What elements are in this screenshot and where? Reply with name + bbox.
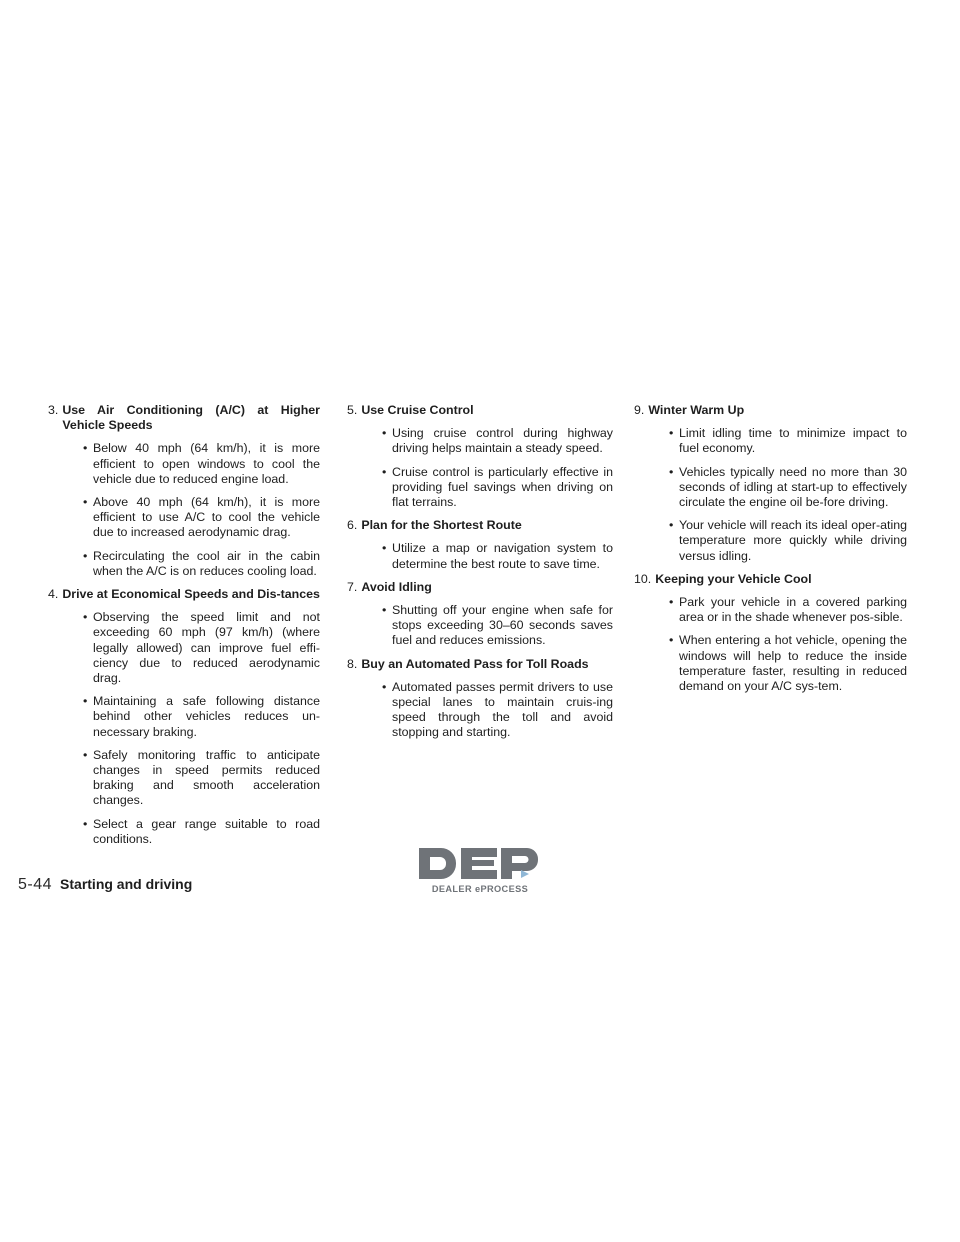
bullet-list	[48, 441, 320, 579]
bullet-item: • Using cruise control during highway driving helps maintain a steady speed.	[365, 426, 613, 456]
bullet-list	[347, 541, 613, 571]
bullet-list	[347, 426, 613, 510]
tip-number: 10.	[634, 571, 652, 586]
bullet-item: • Observing the speed limit and not exceeding 60 mph (97 km/h) (where legally allowed) can improve fuel effi-ciency due to reduced aerodynamic drag.	[66, 610, 320, 686]
bullet-item: • Your vehicle will reach its ideal oper-ating temperature more quickly while driving versus idling.	[652, 518, 907, 564]
bullet-item: • Above 40 mph (64 km/h), it is more efficient to use A/C to cool the vehicle due to increased aerodynamic drag.	[66, 495, 320, 541]
bullet-item: • Recirculating the cool air in the cabin when the A/C is on reduces cooling load.	[66, 549, 320, 579]
tip-number: 3.	[48, 403, 59, 417]
tip-heading	[347, 518, 613, 533]
tip-item	[347, 580, 613, 649]
tip-title: Winter Warm Up	[648, 403, 745, 417]
tip-item	[48, 587, 320, 847]
tip-item	[634, 403, 907, 564]
bullet-item: • Cruise control is particularly effective in providing fuel savings when driving on flat terrains.	[365, 465, 613, 511]
tip-title: Use Cruise Control	[361, 403, 474, 417]
tip-number: 4.	[48, 587, 59, 602]
bullet-list	[634, 426, 907, 564]
tip-title: Buy an Automated Pass for Toll Roads	[361, 656, 589, 671]
tip-item	[347, 518, 613, 572]
bullet-item: • When entering a hot vehicle, opening the windows will help to reduce the inside temperature faster, resulting in reduced demand on your A/C sys-tem.	[652, 633, 907, 694]
tip-title: Plan for the Shortest Route	[361, 518, 522, 533]
tip-heading	[634, 572, 907, 587]
bullet-item: • Utilize a map or navigation system to determine the best route to save time.	[365, 541, 613, 571]
tip-title: Use Air Conditioning (A/C) at Higher Vehicle Speeds	[62, 403, 320, 433]
bullet-list	[347, 603, 613, 649]
bullet-item: • Select a gear range suitable to road conditions.	[66, 817, 320, 847]
tip-number: 9.	[634, 403, 645, 417]
tip-item	[347, 657, 613, 741]
tip-heading	[347, 403, 613, 418]
bullet-item: • Below 40 mph (64 km/h), it is more efficient to open windows to cool the vehicle due to reduced engine load.	[66, 441, 320, 487]
tip-title: Avoid Idling	[361, 579, 432, 594]
bullet-item: • Shutting off your engine when safe for stops exceeding 30–60 seconds saves fuel and reduces emissions.	[365, 603, 613, 649]
column-3	[634, 403, 907, 702]
logo-subtitle: DEALER ePROCESS	[431, 884, 529, 894]
bullet-item: • Vehicles typically need no more than 30 seconds of idling at start-up to effectively circulate the engine oil be-fore driving.	[652, 465, 907, 511]
bullet-list	[48, 610, 320, 847]
tip-heading	[48, 587, 320, 602]
tip-item	[634, 572, 907, 694]
dealer-eprocess-logo	[417, 846, 543, 896]
tip-heading	[347, 657, 613, 672]
bullet-list	[347, 680, 613, 741]
bullet-item: • Automated passes permit drivers to use special lanes to maintain cruis-ing speed through the toll and avoid stopping and starting.	[365, 680, 613, 741]
tip-heading	[634, 403, 907, 418]
bullet-item: • Maintaining a safe following distance behind other vehicles reduces un-necessary braking.	[66, 694, 320, 740]
bullet-item: • Safely monitoring traffic to anticipate changes in speed permits reduced braking and smooth acceleration changes.	[66, 748, 320, 809]
column-2	[347, 403, 613, 749]
section-title: Starting and driving	[60, 876, 193, 892]
page-footer	[18, 876, 192, 894]
tip-item	[347, 403, 613, 510]
bullet-item: • Park your vehicle in a covered parking area or in the shade whenever pos-sible.	[652, 595, 907, 625]
tip-title: Drive at Economical Speeds and Dis-tances	[62, 587, 320, 602]
tip-item	[48, 403, 320, 579]
bullet-list	[634, 595, 907, 694]
tip-title: Keeping your Vehicle Cool	[655, 571, 812, 586]
tip-number: 5.	[347, 403, 358, 417]
tip-heading	[48, 403, 320, 433]
page-number: 5-44	[18, 876, 53, 893]
tip-number: 6.	[347, 518, 358, 533]
tip-heading	[347, 580, 613, 595]
bullet-item: • Limit idling time to minimize impact to fuel economy.	[652, 426, 907, 456]
tip-number: 8.	[347, 656, 358, 671]
tip-number: 7.	[347, 579, 358, 594]
column-1	[48, 403, 320, 855]
